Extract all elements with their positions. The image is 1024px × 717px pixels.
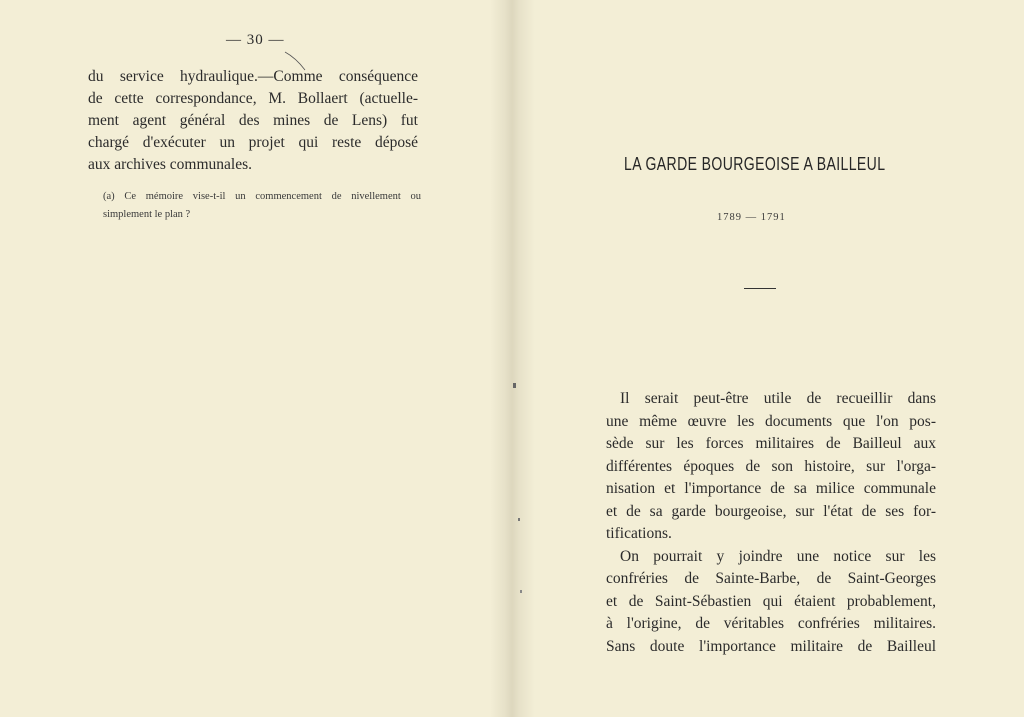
pen-stroke-mark — [285, 52, 305, 70]
text-line: On pourrait y joindre une notice sur les — [620, 547, 936, 565]
text-line: une même œuvre les documents que l'on pos- — [606, 412, 936, 430]
text-line: sède sur les forces militaires de Bailleul aux — [606, 435, 936, 452]
text-line: Sans doute l'importance militaire de Bailleul — [606, 637, 936, 655]
footnote-line: simplement le plan ? — [103, 209, 191, 220]
text-line: et de sa garde bourgeoise, sur l'état de ses for- — [606, 502, 936, 520]
text-line: différentes époques de son histoire, sur l'orga- — [606, 457, 936, 475]
text-line: Il serait peut-être utile de recueillir dans — [620, 390, 936, 407]
date-range: 1789 — 1791 — [717, 212, 786, 223]
text-line: aux archives communales. — [88, 156, 252, 173]
text-line: de cette correspondance, M. Bollaert (actuelle- — [88, 90, 418, 107]
speck-mark — [520, 590, 522, 593]
text-line: et de Saint-Sébastien qui étaient probablement, — [606, 592, 936, 610]
article-title: LA GARDE BOURGEOISE A BAILLEUL — [624, 154, 886, 174]
text-line: du service hydraulique.—Comme conséquence — [88, 68, 418, 85]
footnote-line: (a) Ce mémoire vise-t-il un commencement de nivellement ou — [103, 191, 421, 202]
text-line: confréries de Sainte-Barbe, de Saint-Georges — [606, 570, 936, 587]
text-line: à l'origine, de véritables confréries militaires. — [606, 615, 936, 632]
speck-mark — [513, 383, 516, 388]
text-line: nisation et l'importance de sa milice communale — [606, 480, 936, 497]
page-number: — 30 — — [226, 32, 285, 48]
text-line: ment agent général des mines de Lens) fut — [88, 112, 418, 129]
text-line: chargé d'exécuter un projet qui reste déposé — [88, 134, 418, 151]
speck-mark — [518, 518, 520, 521]
text-line: tifications. — [606, 525, 672, 542]
